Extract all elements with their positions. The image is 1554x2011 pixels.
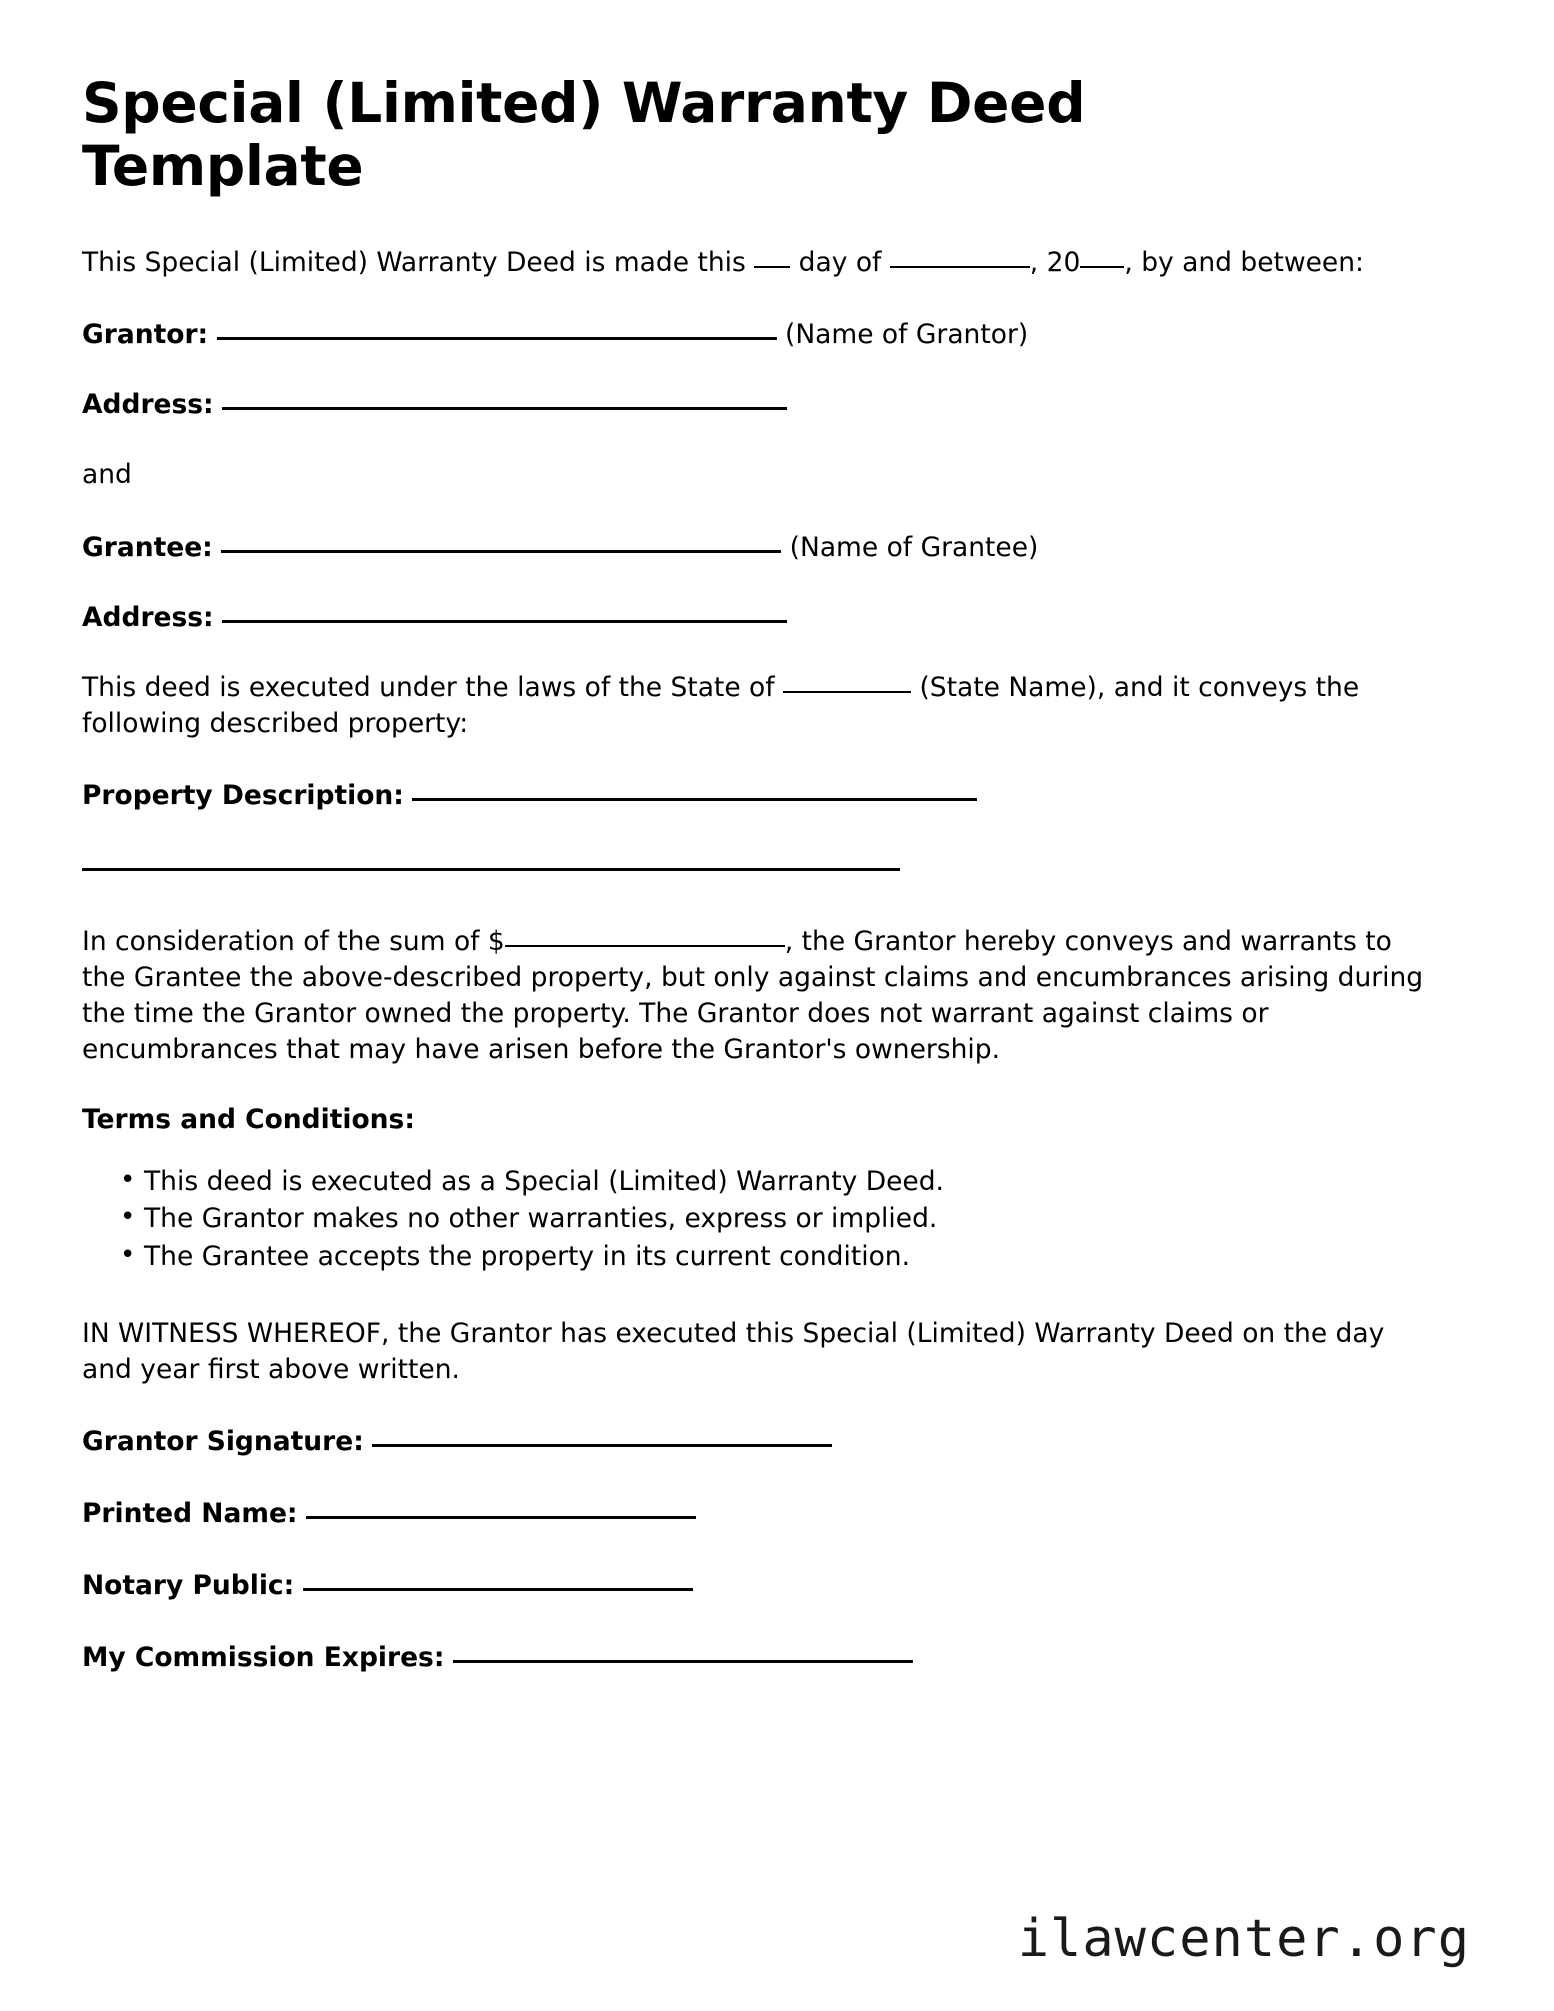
state-name-blank[interactable] <box>783 691 911 693</box>
grantee-name-blank[interactable] <box>221 550 781 553</box>
grantee-row <box>82 530 1472 566</box>
grantee-address-row <box>82 600 1472 636</box>
state-clause-paragraph <box>82 670 1427 742</box>
property-description-blank-2[interactable] <box>82 868 900 871</box>
grantee-address-blank[interactable] <box>222 620 787 623</box>
grantor-signature-row <box>82 1424 1472 1460</box>
grantee-hint: (Name of Grantee) <box>789 531 1039 563</box>
list-item: • The Grantor makes no other warranties, express or implied. <box>82 1200 1472 1238</box>
grantor-label: Grantor: <box>82 319 209 351</box>
printed-name-label: Printed Name: <box>82 1497 298 1529</box>
grantor-address-blank[interactable] <box>222 407 787 410</box>
terms-heading: Terms and Conditions: <box>82 1103 415 1135</box>
intro-paragraph <box>82 245 1427 281</box>
state-clause-part2: (State Name), and it conveys the following described property: <box>82 671 1360 739</box>
intro-text-part2: day of <box>790 247 890 279</box>
grantor-signature-blank[interactable] <box>372 1444 832 1447</box>
terms-list <box>82 1163 1472 1276</box>
list-item: • This deed is executed as a Special (Limited) Warranty Deed. <box>82 1163 1472 1201</box>
page-title: Special (Limited) Warranty Deed Template <box>82 71 1086 198</box>
grantee-address-label: Address: <box>82 601 214 633</box>
commission-expires-blank[interactable] <box>453 1660 913 1663</box>
property-description-row-2 <box>82 848 1472 884</box>
grantor-row <box>82 317 1472 353</box>
commission-expires-row <box>82 1640 1472 1676</box>
grantor-name-blank[interactable] <box>217 337 777 340</box>
property-description-label: Property Description: <box>82 779 404 811</box>
intro-text-part3: , 20 <box>1029 247 1081 279</box>
conjunction-and: and <box>82 459 132 491</box>
commission-expires-label: My Commission Expires: <box>82 1641 445 1673</box>
site-watermark: ilawcenter.org <box>1017 1909 1470 1969</box>
notary-public-row <box>82 1568 1472 1604</box>
consideration-amount-blank[interactable] <box>505 945 785 947</box>
witness-paragraph: IN WITNESS WHEREOF, the Grantor has executed this Special (Limited) Warranty Deed on the day and year first above written. <box>82 1317 1385 1385</box>
consideration-paragraph <box>82 924 1427 1068</box>
grantor-hint: (Name of Grantor) <box>784 319 1029 351</box>
grantor-address-label: Address: <box>82 389 214 421</box>
property-description-row <box>82 778 1472 814</box>
list-item: • The Grantee accepts the property in its current condition. <box>82 1238 1472 1276</box>
grantor-signature-label: Grantor Signature: <box>82 1425 364 1457</box>
day-blank[interactable] <box>754 266 790 268</box>
state-clause-part1: This deed is executed under the laws of the State of <box>82 671 784 703</box>
property-description-blank-1[interactable] <box>412 798 977 801</box>
year-blank[interactable] <box>1080 266 1124 268</box>
grantor-address-row <box>82 387 1472 423</box>
month-blank[interactable] <box>890 266 1030 268</box>
consideration-part1: In consideration of the sum of $ <box>82 925 505 957</box>
printed-name-blank[interactable] <box>306 1516 696 1519</box>
signature-block <box>82 1424 1472 1676</box>
printed-name-row <box>82 1496 1472 1532</box>
intro-text-part4: , by and between: <box>1124 247 1364 279</box>
notary-public-blank[interactable] <box>303 1588 693 1591</box>
grantee-label: Grantee: <box>82 531 213 563</box>
notary-public-label: Notary Public: <box>82 1569 295 1601</box>
consideration-part2: , the Grantor hereby conveys and warrants to the Grantee the above-described property, but only against claims and encumbrances arising during the time the Grantor owned the property. The Grantor does not warrant against claims or encumbrances that may have arisen before the Grantor's ownership. <box>82 925 1424 1065</box>
intro-text-part1: This Special (Limited) Warranty Deed is made this <box>82 247 755 279</box>
